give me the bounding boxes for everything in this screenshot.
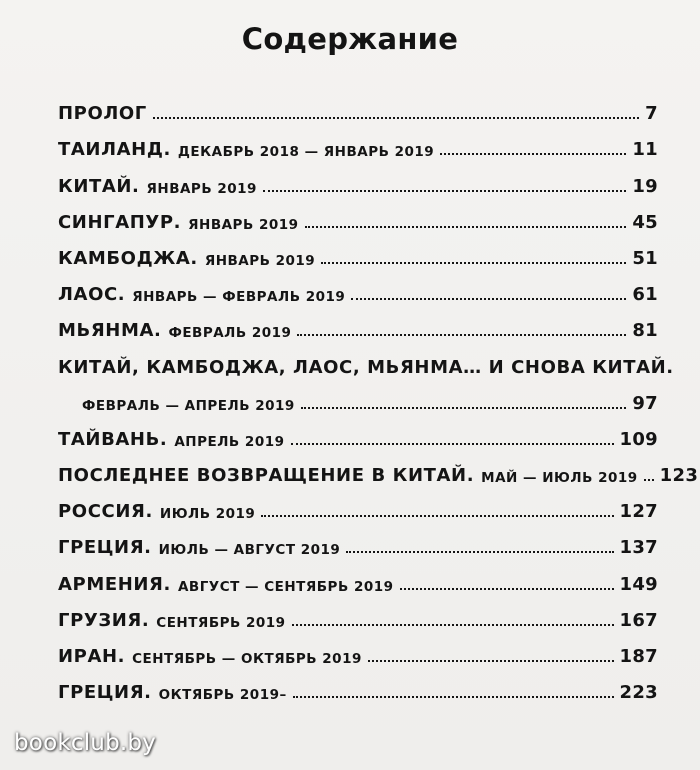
toc-leader-dots (400, 588, 614, 590)
toc-entry-page: 137 (619, 537, 658, 559)
toc-entry-page: 187 (619, 646, 658, 667)
toc-entry-period: ДЕКАБРЬ 2018 — ЯНВАРЬ 2019 (177, 144, 435, 161)
toc-leader-dots (346, 551, 613, 553)
toc-entry-period: ЯНВАРЬ 2019 (146, 180, 257, 197)
toc-entry-name: СИНГАПУР. (58, 211, 182, 233)
site-watermark: bookclub.by (14, 730, 156, 756)
toc-entry (58, 595, 658, 631)
toc-entry (58, 450, 699, 487)
toc-entry-name: ТАЙВАНЬ. (58, 428, 168, 450)
toc-entry-page: 223 (619, 682, 658, 704)
toc-leader-dots (261, 515, 613, 517)
page-title: Содержание (241, 22, 459, 56)
toc-leader-dots (305, 226, 627, 228)
toc-entry-continuation (58, 378, 658, 414)
toc-leader-dots (263, 190, 626, 192)
toc-entry-page: 127 (619, 501, 658, 523)
toc-entry-page: 109 (619, 428, 658, 450)
toc-entry-period: МАЙ — ИЮЛЬ 2019 (481, 470, 638, 487)
toc-entry-period: ФЕВРАЛЬ 2019 (168, 325, 292, 342)
toc-entry-page: 11 (632, 139, 658, 161)
toc-entry-name: РОССИЯ. (58, 501, 153, 523)
toc-entry-page: 167 (619, 609, 658, 631)
toc-entry-name: ЛАОС. (58, 284, 126, 306)
toc-entry-name: ТАИЛАНД. (58, 139, 171, 161)
toc-leader-dots (292, 624, 614, 626)
toc-entry-page: 97 (632, 392, 658, 414)
toc-entry-period: ИЮЛЬ — АВГУСТ 2019 (158, 542, 341, 559)
toc-entry (58, 558, 658, 594)
toc-entry-name: КАМБОДЖА. (58, 247, 198, 269)
toc-entry (58, 124, 658, 160)
toc-entry-period: АПРЕЛЬ 2019 (174, 433, 285, 450)
toc-entry-name: ИРАН. (58, 646, 126, 667)
toc-entry-page: 81 (632, 320, 658, 342)
toc-entry-page: 51 (632, 247, 658, 269)
toc-leader-dots (301, 407, 627, 409)
toc-leader-dots (321, 262, 626, 264)
toc-entry-period: ЯНВАРЬ — ФЕВРАЛЬ 2019 (132, 289, 346, 306)
toc-entry-name: МЬЯНМА. (58, 320, 162, 342)
toc-entry (58, 88, 658, 124)
table-of-contents (58, 88, 699, 704)
toc-entry-name: ГРЕЦИЯ. (58, 682, 152, 704)
toc-entry-name: ГРУЗИЯ. (58, 609, 150, 631)
toc-entry-name: ПОСЛЕДНЕЕ ВОЗВРАЩЕНИЕ В КИТАЙ. (58, 465, 475, 487)
toc-leader-dots (644, 479, 654, 481)
toc-leader-dots (351, 298, 626, 300)
toc-entry-name: АРМЕНИЯ. (58, 573, 171, 595)
toc-entry-page: 7 (645, 103, 658, 125)
toc-entry-period: ЯНВАРЬ 2019 (204, 252, 316, 269)
toc-entry (58, 233, 658, 269)
toc-entry-name: КИТАЙ. (58, 175, 140, 197)
toc-entry-period: АВГУСТ — СЕНТЯБРЬ 2019 (177, 578, 394, 595)
toc-entry-period: ЯНВАРЬ 2019 (188, 216, 299, 233)
toc-entry-page: 149 (619, 573, 658, 595)
toc-leader-dots (153, 117, 639, 119)
toc-entry (58, 160, 658, 196)
toc-entry-period: ОКТЯБРЬ 2019– (158, 687, 287, 704)
toc-entry (58, 414, 658, 450)
toc-entry (58, 631, 658, 667)
toc-leader-dots (368, 660, 614, 662)
toc-entry-name: ГРЕЦИЯ. (58, 537, 152, 559)
toc-entry-period: СЕНТЯБРЬ 2019 (156, 614, 286, 631)
toc-entry-page: 61 (632, 284, 658, 306)
toc-entry-page: 19 (632, 175, 658, 197)
toc-entry-page: 45 (632, 211, 658, 233)
toc-leader-dots (440, 153, 626, 155)
toc-entry (58, 667, 658, 703)
toc-entry (58, 197, 658, 233)
toc-entry (58, 305, 658, 341)
toc-entry-period: СЕНТЯБРЬ — ОКТЯБРЬ 2019 (132, 651, 362, 667)
toc-entry-name: ПРОЛОГ (58, 103, 147, 125)
toc-entry-page: 123 (659, 465, 699, 487)
toc-entry-heading (58, 341, 674, 378)
toc-leader-dots (297, 334, 626, 336)
toc-entry (58, 269, 658, 305)
toc-entry (58, 486, 658, 522)
toc-entry-name: КИТАЙ, КАМБОДЖА, ЛАОС, МЬЯНМА… И СНОВА КИТАЙ. (58, 356, 674, 378)
toc-entry (58, 522, 658, 558)
toc-entry-period: ФЕВРАЛЬ — АПРЕЛЬ 2019 (82, 397, 295, 414)
toc-leader-dots (291, 443, 614, 445)
toc-leader-dots (293, 696, 614, 698)
toc-entry-period: ИЮЛЬ 2019 (159, 506, 256, 523)
